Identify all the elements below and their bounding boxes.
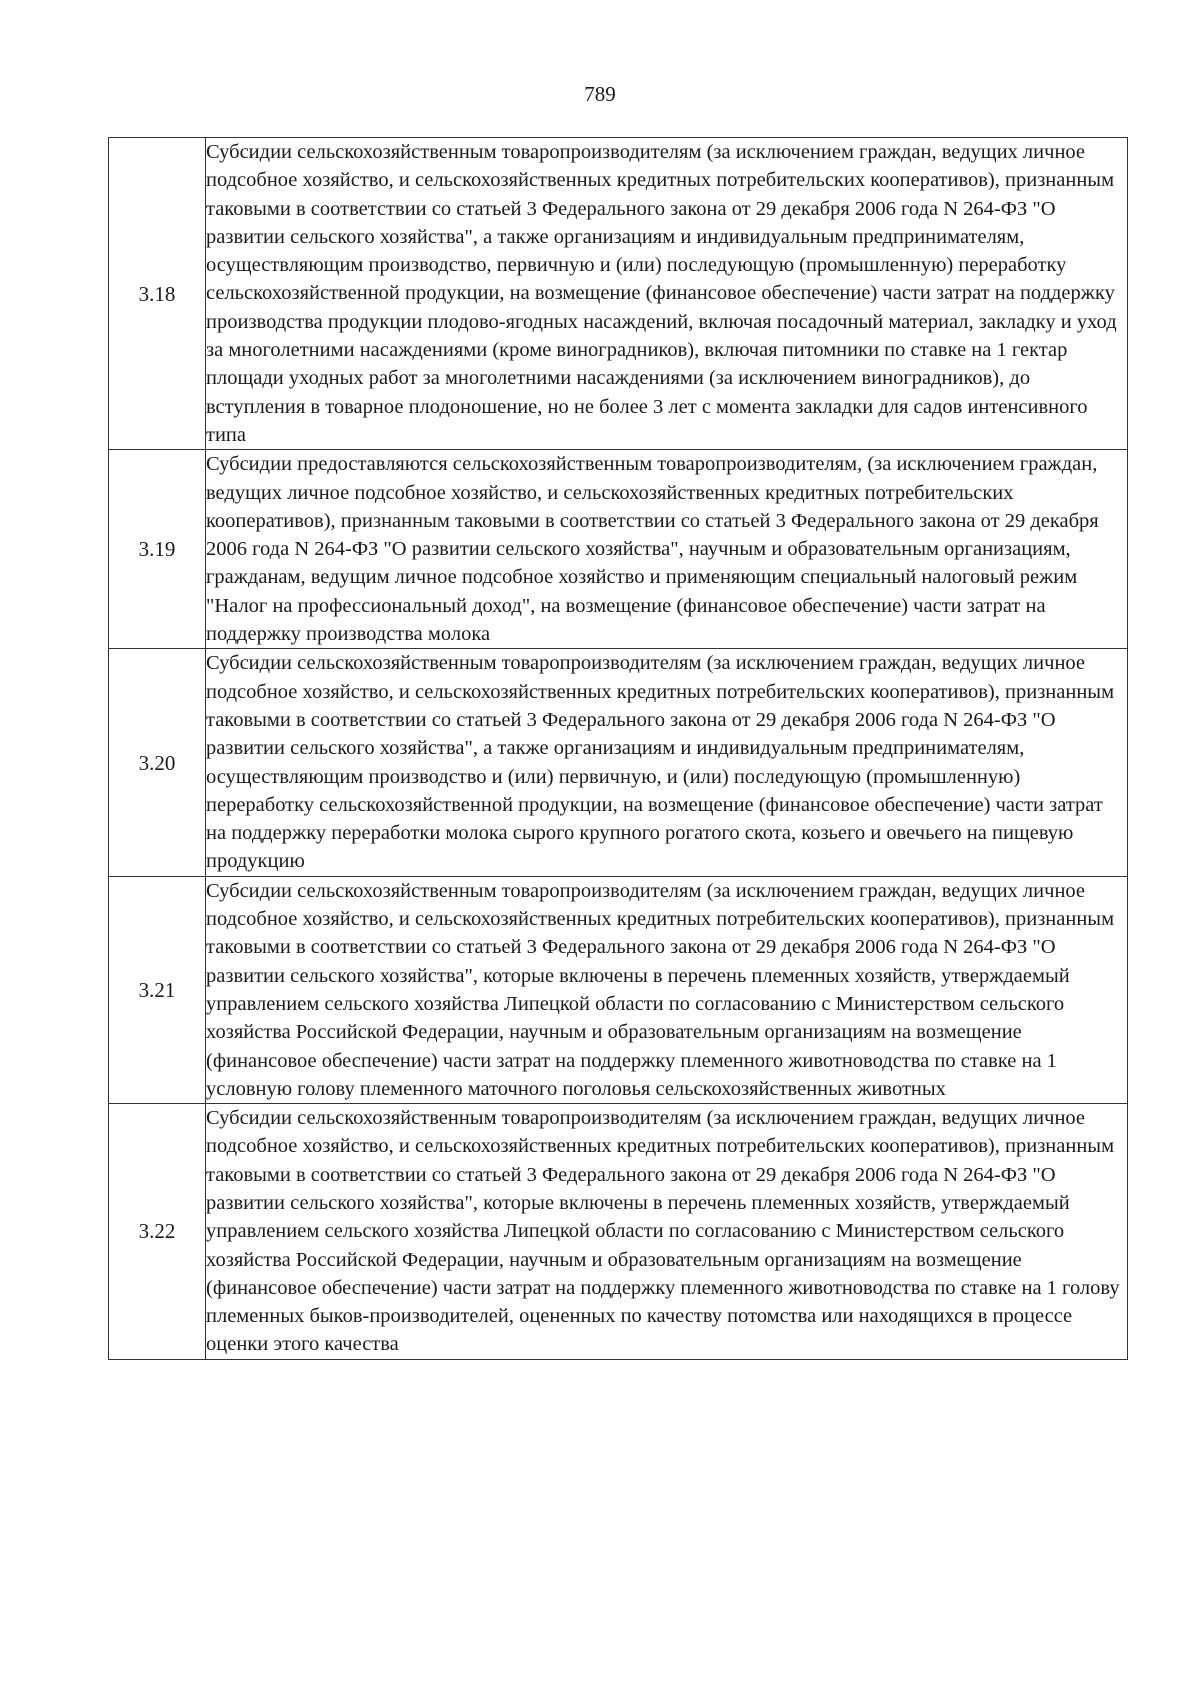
page-number: 789 <box>584 82 616 106</box>
table-row <box>109 876 1128 1103</box>
table-row <box>109 138 1128 450</box>
row-number: 3.19 <box>109 450 206 649</box>
row-number: 3.22 <box>109 1104 206 1360</box>
row-number: 3.20 <box>109 649 206 876</box>
row-description: Субсидии сельскохозяйственным товаропроизводителям (за исключением граждан, ведущих личное подсобное хозяйство, и сельскохозяйственных кредитных потребительских кооперативов), признанным таковыми в соответствии со статьей 3 Федерального закона от 29 декабря 2006 года N 264-ФЗ "О развитии сельского хозяйства", которые включены в перечень племенных хозяйств, утверждаемый управлением сельского хозяйства Липецкой области по согласованию с Министерством сельского хозяйства Российской Федерации, научным и образовательным организациям на возмещение (финансовое обеспечение) части затрат на поддержку племенного животноводства по ставке на 1 условную голову племенного маточного поголовья сельскохозяйственных животных <box>206 876 1128 1103</box>
row-description: Субсидии сельскохозяйственным товаропроизводителям (за исключением граждан, ведущих личное подсобное хозяйство, и сельскохозяйственных кредитных потребительских кооперативов), признанным таковыми в соответствии со статьей 3 Федерального закона от 29 декабря 2006 года N 264-ФЗ "О развитии сельского хозяйства", а также организациям и индивидуальным предпринимателям, осуществляющим производство и (или) первичную, и (или) последующую (промышленную) переработку сельскохозяйственной продукции, на возмещение (финансовое обеспечение) части затрат на поддержку переработки молока сырого крупного рогатого скота, козьего и овечьего на пищевую продукцию <box>206 649 1128 876</box>
row-description: Субсидии сельскохозяйственным товаропроизводителям (за исключением граждан, ведущих личное подсобное хозяйство, и сельскохозяйственных кредитных потребительских кооперативов), признанным таковыми в соответствии со статьей 3 Федерального закона от 29 декабря 2006 года N 264-ФЗ "О развитии сельского хозяйства", а также организациям и индивидуальным предпринимателям, осуществляющим производство, первичную и (или) последующую (промышленную) переработку сельскохозяйственной продукции, на возмещение (финансовое обеспечение) части затрат на поддержку производства продукции плодово-ягодных насаждений, включая посадочный материал, закладку и уход за многолетними насаждениями (кроме виноградников), включая питомники по ставке на 1 гектар площади уходных работ за многолетними насаждениями (за исключением виноградников), до вступления в товарное плодоношение, но не более 3 лет с момента закладки для садов интенсивного типа <box>206 138 1128 450</box>
row-number: 3.21 <box>109 876 206 1103</box>
table-row <box>109 1104 1128 1360</box>
row-number: 3.18 <box>109 138 206 450</box>
table-row <box>109 450 1128 649</box>
subsidy-table <box>108 137 1128 1360</box>
row-description: Субсидии сельскохозяйственным товаропроизводителям (за исключением граждан, ведущих личное подсобное хозяйство, и сельскохозяйственных кредитных потребительских кооперативов), признанным таковыми в соответствии со статьей 3 Федерального закона от 29 декабря 2006 года N 264-ФЗ "О развитии сельского хозяйства", которые включены в перечень племенных хозяйств, утверждаемый управлением сельского хозяйства Липецкой области по согласованию с Министерством сельского хозяйства Российской Федерации, научным и образовательным организациям на возмещение (финансовое обеспечение) части затрат на поддержку племенного животноводства по ставке на 1 голову племенных быков-производителей, оцененных по качеству потомства или находящихся в процессе оценки этого качества <box>206 1104 1128 1360</box>
table-row <box>109 649 1128 876</box>
row-description: Субсидии предоставляются сельскохозяйственным товаропроизводителям, (за исключением граждан, ведущих личное подсобное хозяйство, и сельскохозяйственных кредитных потребительских кооперативов), признанным таковыми в соответствии со статьей 3 Федерального закона от 29 декабря 2006 года N 264-ФЗ "О развитии сельского хозяйства", научным и образовательным организациям, гражданам, ведущим личное подсобное хозяйство и применяющим специальный налоговый режим "Налог на профессиональный доход", на возмещение (финансовое обеспечение) части затрат на поддержку производства молока <box>206 450 1128 649</box>
